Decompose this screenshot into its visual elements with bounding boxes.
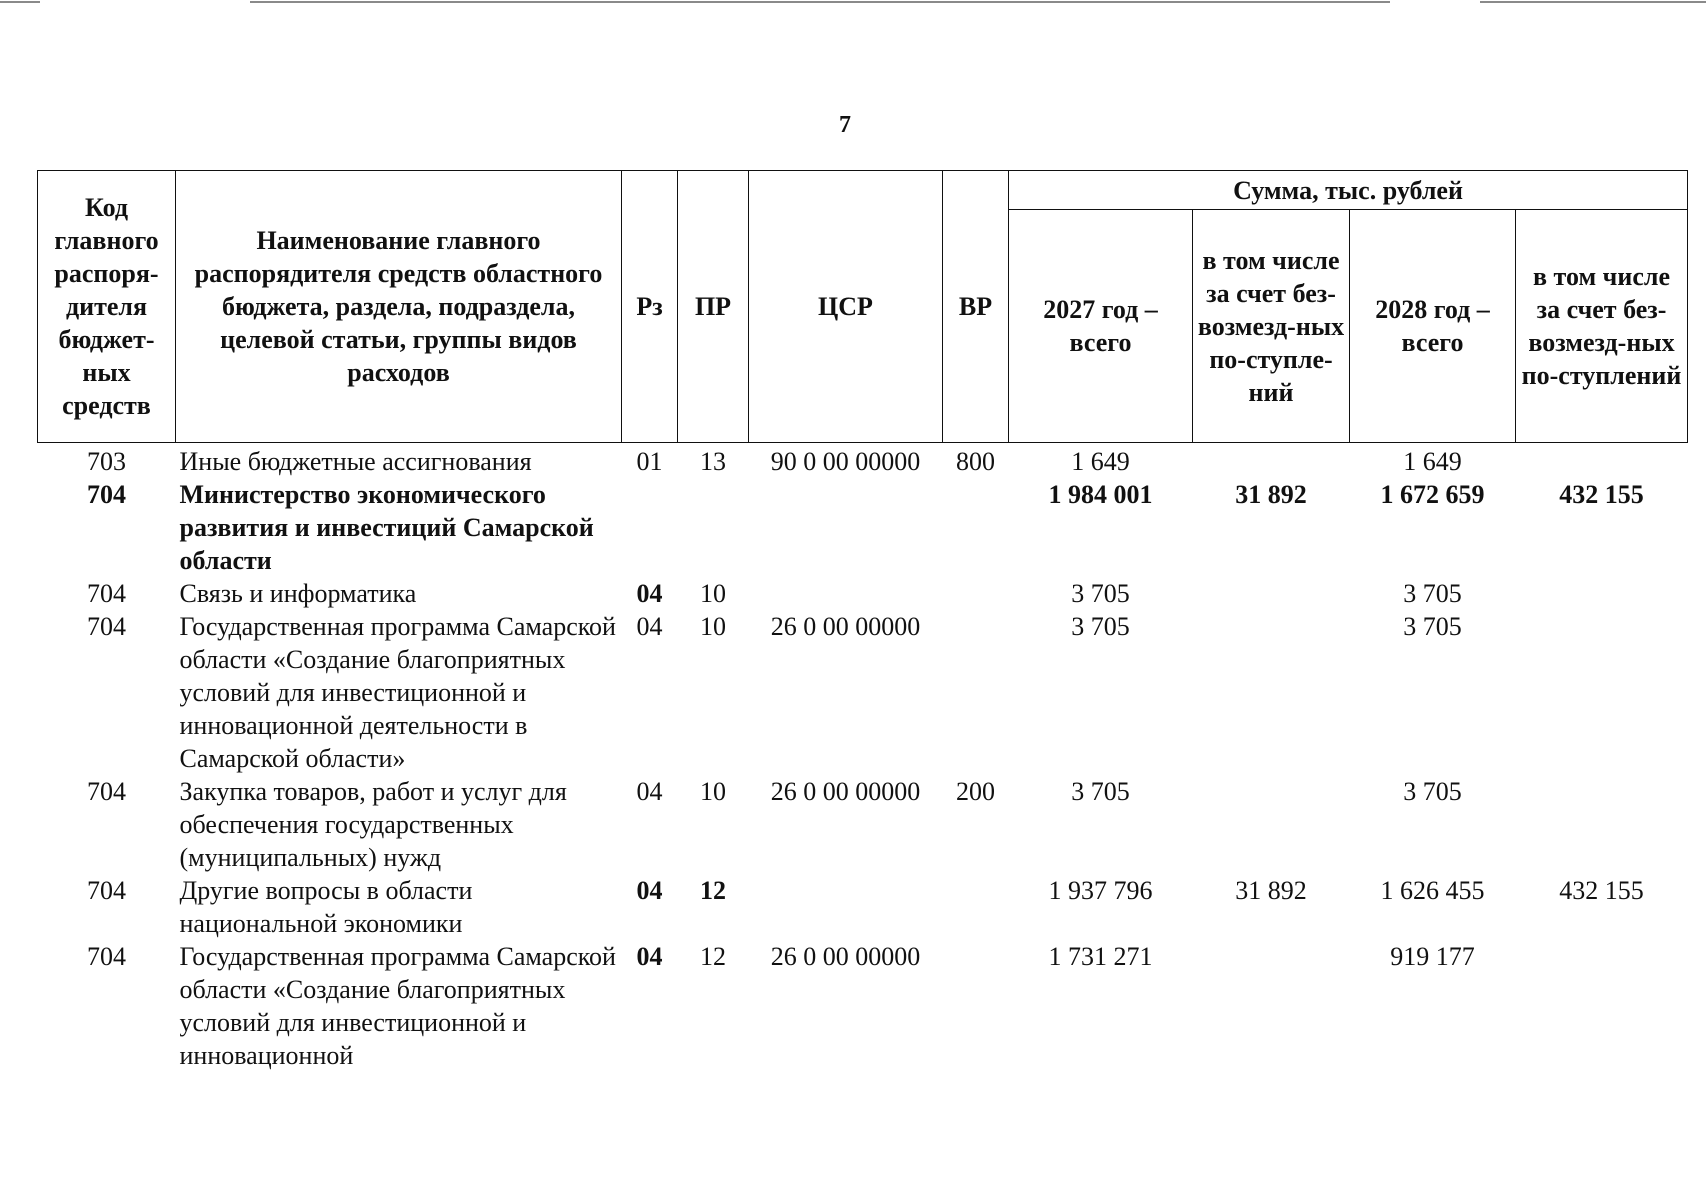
- cell-rz: 04: [636, 579, 663, 608]
- cell-pr: 13: [700, 447, 726, 476]
- table-row: [38, 577, 1688, 610]
- header-2027-free: в том числе за счет без-возмезд-ных по-ступле-ний: [1193, 210, 1350, 443]
- cell-2027-total: 1 984 001: [1048, 480, 1153, 509]
- cell-pr: 12: [700, 942, 726, 971]
- cell-csr: 90 0 00 00000: [770, 447, 921, 476]
- cell-rz: 04: [636, 942, 663, 971]
- cell-vr: [943, 610, 1009, 775]
- cell-2028-total: 919 177: [1390, 942, 1475, 971]
- cell-2028-total: 3 705: [1403, 579, 1462, 608]
- header-2028-free: в том числе за счет без-возмезд-ных по-ступлений: [1516, 210, 1688, 443]
- table-row: [38, 940, 1688, 1072]
- cell-2027-total: 3 705: [1071, 612, 1130, 641]
- cell-2027-free: 31 892: [1235, 876, 1307, 905]
- scan-artifact-line: [1480, 1, 1706, 3]
- cell-vr: [943, 874, 1009, 940]
- cell-2028-free: [1516, 443, 1688, 479]
- cell-2028-free: [1516, 775, 1688, 874]
- cell-vr: [943, 940, 1009, 1072]
- cell-2028-free: [1516, 940, 1688, 1072]
- cell-csr: [749, 577, 943, 610]
- cell-name: Министерство экономического развития и инвестиций Самарской области: [179, 480, 594, 575]
- table-row: [38, 775, 1688, 874]
- cell-2027-free: 31 892: [1235, 480, 1307, 509]
- cell-vr: [943, 478, 1009, 577]
- header-sum: Сумма, тыс. рублей: [1009, 171, 1688, 210]
- cell-vr: 800: [956, 447, 995, 476]
- cell-csr: [749, 874, 943, 940]
- cell-2028-total: 1 626 455: [1380, 876, 1485, 905]
- header-csr: ЦСР: [749, 171, 943, 443]
- cell-name: Государственная программа Самарской области «Создание благоприятных условий для инвестиционной и инновационной: [179, 942, 616, 1070]
- table-body: [38, 443, 1688, 1073]
- header-vr: ВР: [943, 171, 1009, 443]
- cell-pr: 10: [700, 777, 726, 806]
- table-row: [38, 610, 1688, 775]
- header-2028-total: 2028 год – всего: [1350, 210, 1516, 443]
- cell-2027-total: 3 705: [1071, 777, 1130, 806]
- table-row: [38, 443, 1688, 479]
- cell-2027-free: [1193, 940, 1350, 1072]
- cell-2028-total: 3 705: [1403, 777, 1462, 806]
- cell-rz: 01: [636, 447, 663, 476]
- cell-name: Связь и информатика: [179, 579, 417, 608]
- cell-2028-free: [1516, 610, 1688, 775]
- cell-pr: 10: [700, 612, 726, 641]
- cell-2027-free: [1193, 443, 1350, 479]
- cell-code: 704: [87, 480, 126, 509]
- cell-rz: 04: [636, 612, 663, 641]
- cell-2027-total: 1 649: [1071, 447, 1130, 476]
- cell-vr: 200: [956, 777, 995, 806]
- cell-csr: [749, 478, 943, 577]
- cell-pr: 12: [700, 876, 726, 905]
- budget-table: [37, 170, 1688, 1072]
- cell-pr: [678, 478, 749, 577]
- header-2027-total: 2027 год – всего: [1009, 210, 1193, 443]
- cell-vr: [943, 577, 1009, 610]
- cell-2028-total: 3 705: [1403, 612, 1462, 641]
- header-rz: Рз: [622, 171, 678, 443]
- cell-code: 704: [87, 777, 126, 806]
- cell-code: 704: [87, 612, 126, 641]
- cell-rz: [622, 478, 678, 577]
- cell-name: Закупка товаров, работ и услуг для обеспечения государственных (муниципальных) нужд: [179, 777, 567, 872]
- cell-rz: 04: [636, 777, 663, 806]
- cell-2028-free: 432 155: [1559, 876, 1644, 905]
- cell-2027-total: 3 705: [1071, 579, 1130, 608]
- cell-code: 704: [87, 942, 126, 971]
- cell-pr: 10: [700, 579, 726, 608]
- table-row: [38, 478, 1688, 577]
- cell-name: Иные бюджетные ассигнования: [179, 447, 532, 476]
- cell-2027-free: [1193, 577, 1350, 610]
- cell-name: Государственная программа Самарской области «Создание благоприятных условий для инвестиционной и инновационной деятельности в Самарской области»: [179, 612, 616, 773]
- cell-code: 704: [87, 876, 126, 905]
- cell-csr: 26 0 00 00000: [770, 612, 921, 641]
- table-header: [38, 171, 1688, 443]
- cell-2028-free: 432 155: [1559, 480, 1644, 509]
- cell-rz: 04: [636, 876, 663, 905]
- cell-2027-free: [1193, 610, 1350, 775]
- cell-csr: 26 0 00 00000: [770, 777, 921, 806]
- header-name: Наименование главного распорядителя средств областного бюджета, раздела, подраздела, целевой статьи, группы видов расходов: [176, 171, 622, 443]
- cell-code: 704: [87, 579, 126, 608]
- cell-code: 703: [87, 447, 126, 476]
- scan-artifact-line: [250, 1, 1390, 3]
- header-code: Код главного распоря-дителя бюджет-ных средств: [38, 171, 176, 443]
- page-number: 7: [839, 112, 851, 138]
- cell-2027-total: 1 731 271: [1048, 942, 1153, 971]
- cell-csr: 26 0 00 00000: [770, 942, 921, 971]
- scan-artifact-line: [0, 1, 40, 3]
- cell-2027-total: 1 937 796: [1048, 876, 1153, 905]
- cell-2028-total: 1 672 659: [1380, 480, 1485, 509]
- table-row: [38, 874, 1688, 940]
- header-pr: ПР: [678, 171, 749, 443]
- cell-name: Другие вопросы в области национальной экономики: [179, 876, 473, 938]
- cell-2027-free: [1193, 775, 1350, 874]
- cell-2028-total: 1 649: [1403, 447, 1462, 476]
- cell-2028-free: [1516, 577, 1688, 610]
